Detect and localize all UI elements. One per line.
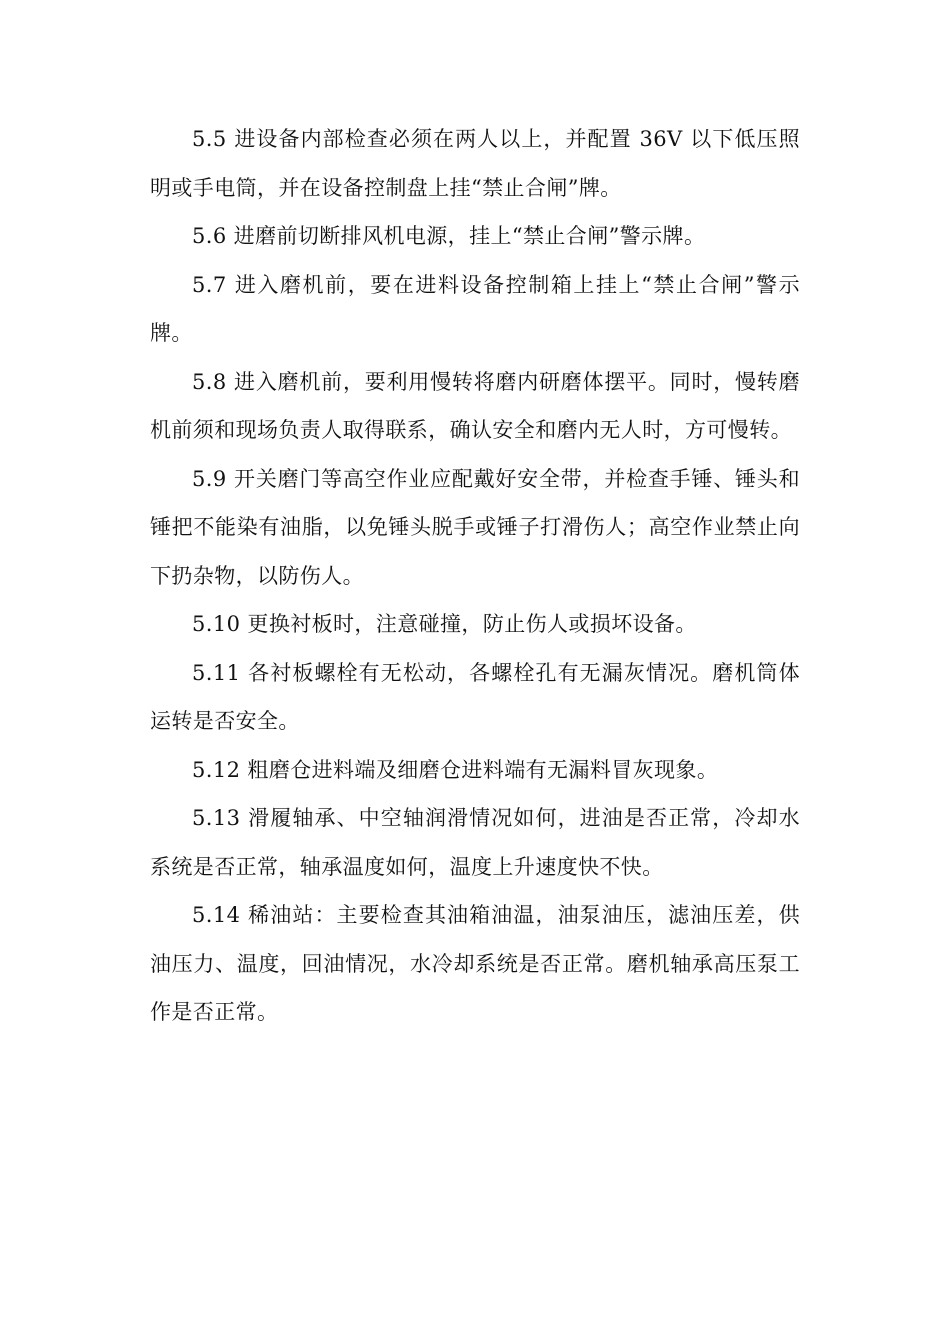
paragraph-5-8: 5.8 进入磨机前，要利用慢转将磨内研磨体摆平。同时，慢转磨机前须和现场负责人取得联系，确认安全和磨内无人时，方可慢转。 [150,369,800,442]
paragraph-5-10: 5.10 更换衬板时，注意碰撞，防止伤人或损坏设备。 [192,612,697,636]
paragraph-5-13: 5.13 滑履轴承、中空轴润滑情况如何，进油是否正常，冷却水系统是否正常，轴承温度如何，温度上升速度快不快。 [150,806,800,879]
paragraph-5-9: 5.9 开关磨门等高空作业应配戴好安全带，并检查手锤、锤头和锤把不能染有油脂，以免锤头脱手或锤子打滑伤人；高空作业禁止向下扔杂物，以防伤人。 [150,466,800,588]
paragraph-5-6: 5.6 进磨前切断排风机电源，挂上“禁止合闸”警示牌。 [192,224,706,248]
paragraph-5-7: 5.7 进入磨机前，要在进料设备控制箱上挂上“禁止合闸”警示牌。 [150,272,800,345]
paragraph-5-14: 5.14 稀油站：主要检查其油箱油温，油泵油压，滤油压差，供油压力、温度，回油情况，水冷却系统是否正常。磨机轴承高压泵工作是否正常。 [150,903,800,1024]
paragraph-5-12: 5.12 粗磨仓进料端及细磨仓进料端有无漏料冒灰现象。 [192,757,719,782]
paragraph-5-5: 5.5 进设备内部检查必须在两人以上，并配置 36V 以下低压照明或手电筒，并在设备控制盘上挂“禁止合闸”牌。 [150,127,800,200]
paragraph-5-11: 5.11 各衬板螺栓有无松动，各螺栓孔有无漏灰情况。磨机筒体运转是否安全。 [150,660,800,733]
document-body [150,115,800,1037]
